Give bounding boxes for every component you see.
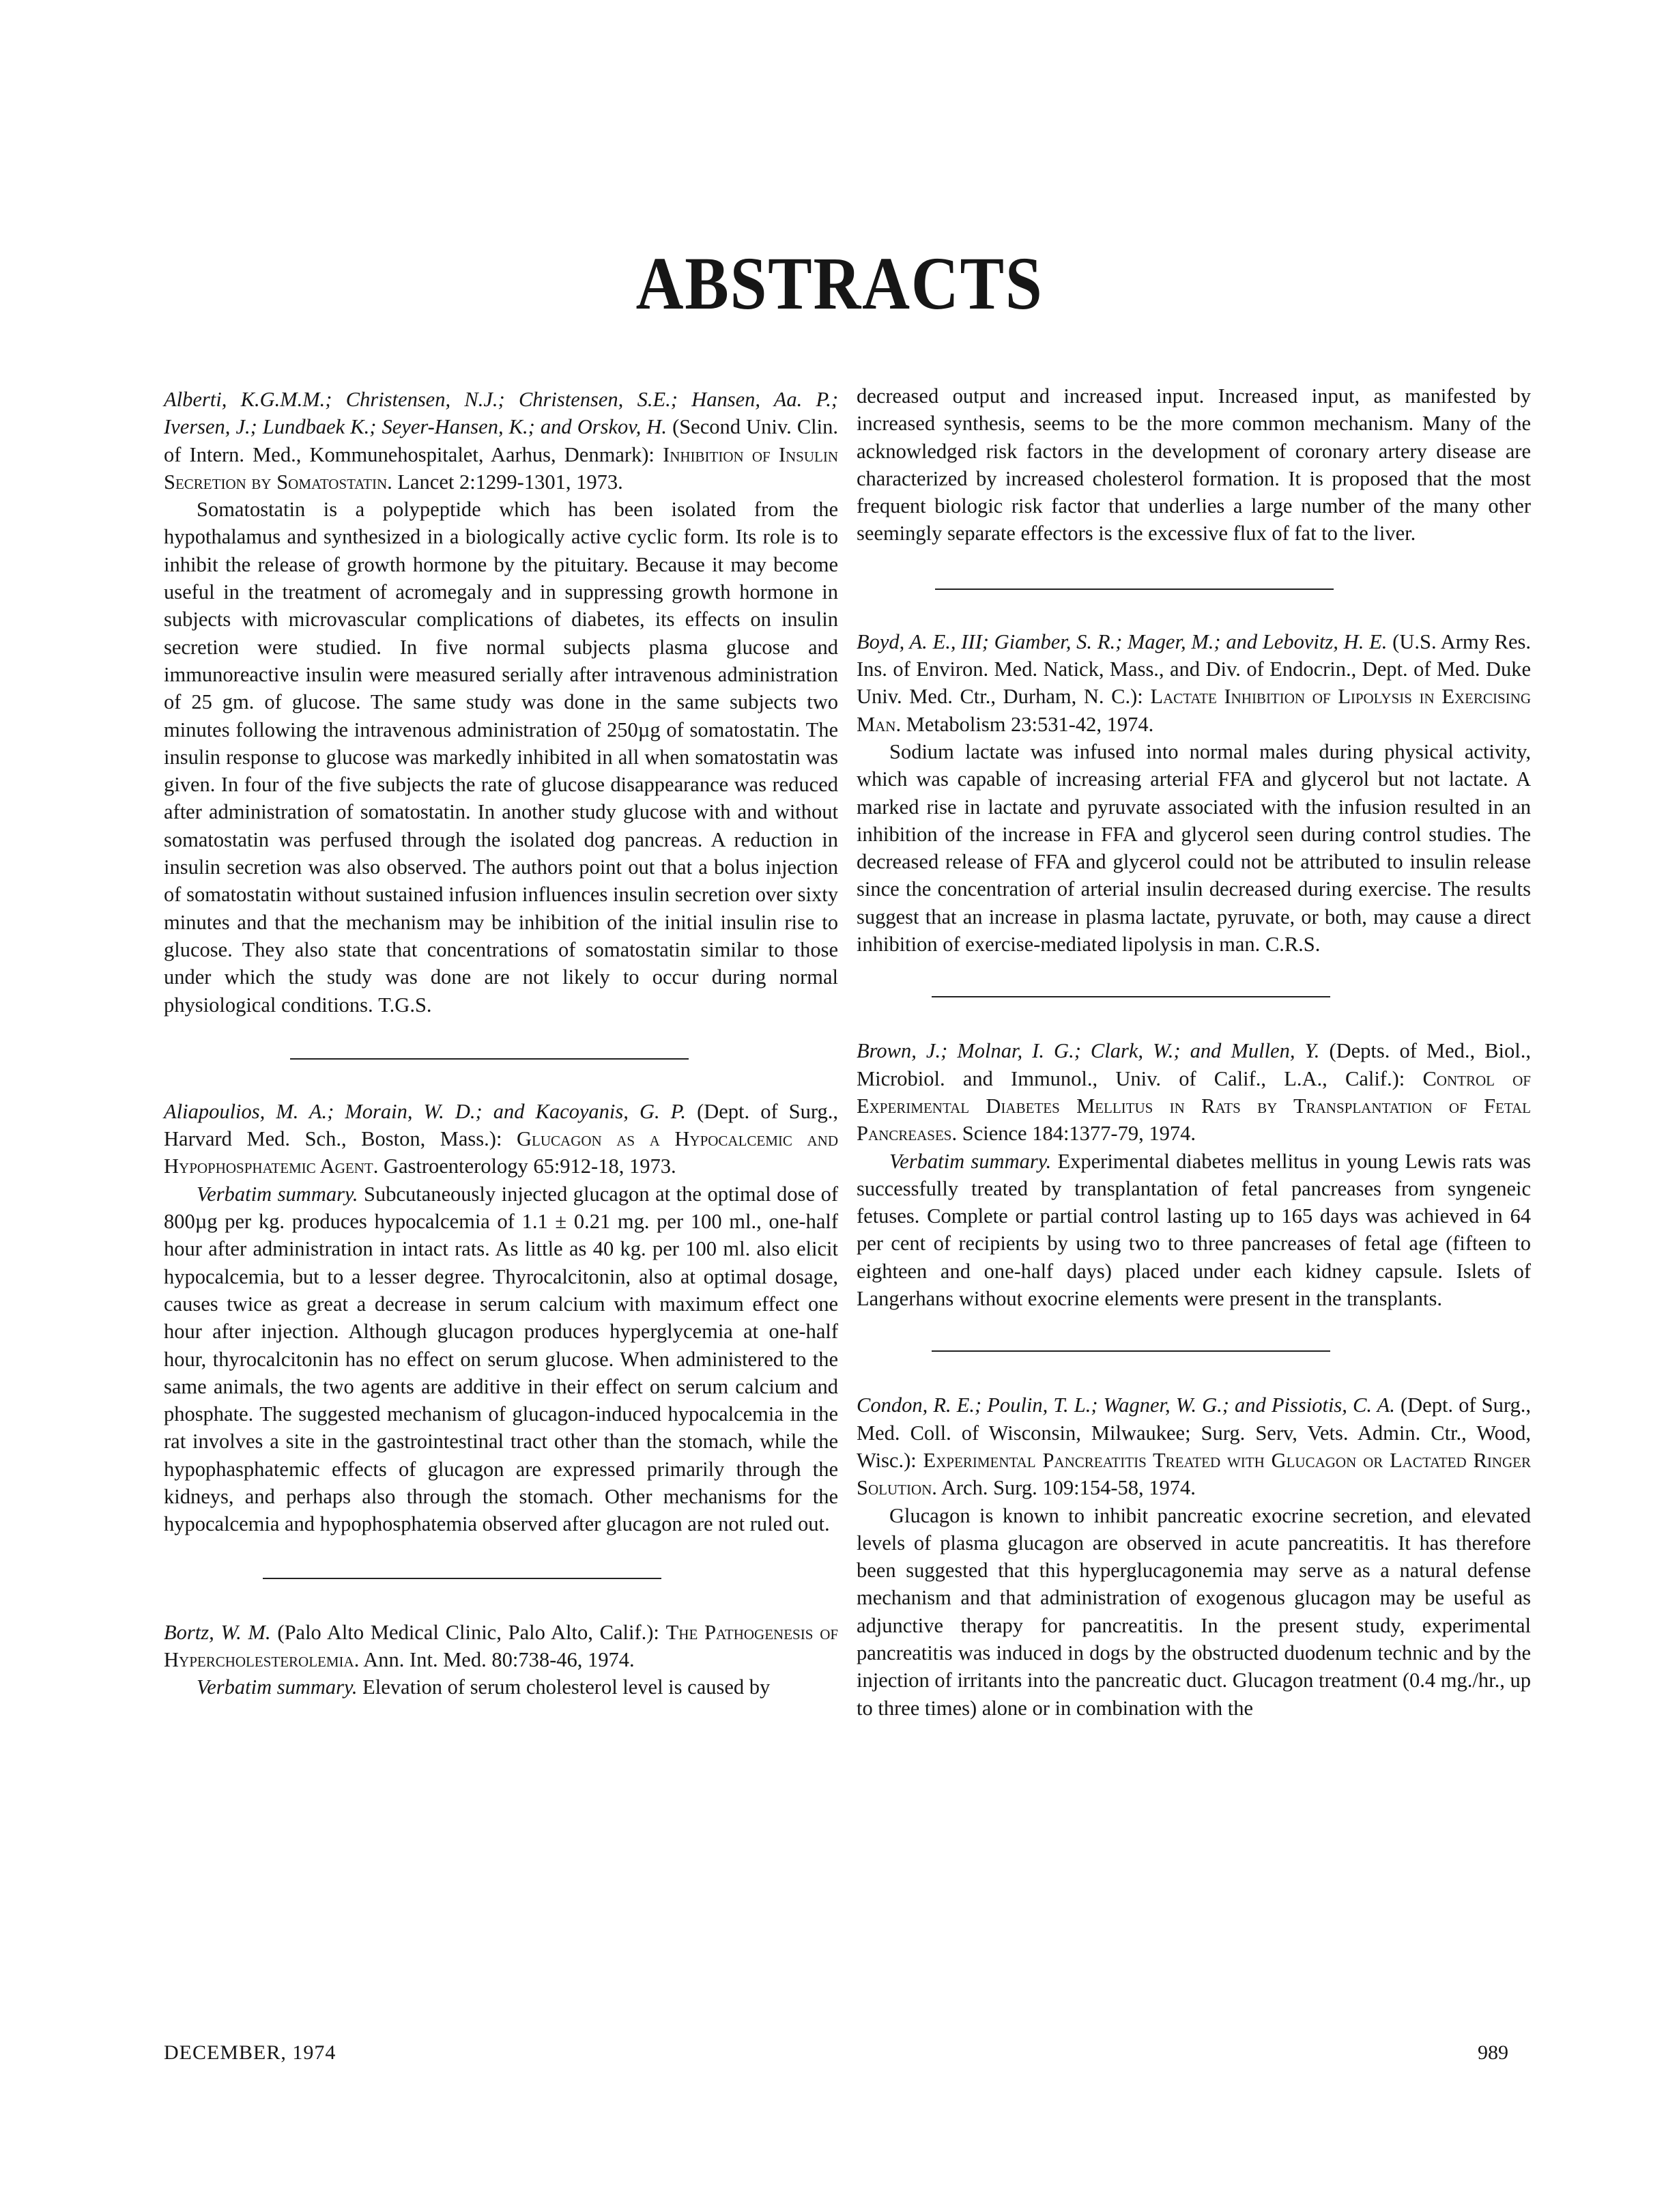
abstract-summary-label: Verbatim summary. bbox=[197, 1182, 358, 1206]
abstract-body bbox=[164, 496, 838, 1019]
abstract-body-text: Glucagon is known to inhibit pancreatic exocrine secretion, and elevated levels of plasma glucagon are observed in acute pancreatitis. It has therefore been suggested that this hyperglucagonemia may serve as a natural defense mechanism and that administration of exogenous glucagon may be useful as adjunctive therapy for pancreatitis. In the present study, experimental pancreatitis was induced in dogs by the obstructed duodenum technic and by the injection of irritants into the pancreatic duct. Glucagon treatment (0.4 mg./hr., up to three times) alone or in combination with the bbox=[857, 1503, 1531, 1720]
abstract-brown bbox=[857, 1037, 1531, 1312]
abstract-boyd bbox=[857, 628, 1531, 959]
abstract-alberti bbox=[164, 386, 838, 1019]
abstract-body bbox=[164, 1180, 838, 1538]
section-divider bbox=[857, 548, 1531, 628]
abstract-affiliation: (Dept. of Surg., Harvard Med. Sch., Boston, Mass.): bbox=[164, 1099, 838, 1151]
abstract-body bbox=[164, 1673, 838, 1701]
abstract-signature: T.G.S. bbox=[378, 993, 432, 1017]
abstract-citation: Gastroenterology 65:912-18, 1973. bbox=[383, 1154, 676, 1178]
abstract-title: Control of Experimental Diabetes Mellitus in Rats by Transplantation of Fetal Pancreases. bbox=[857, 1066, 1531, 1146]
abstract-title: The Pathogenesis of Hypercholesterolemia. bbox=[164, 1620, 839, 1671]
abstract-authors: Brown, J.; Molnar, I. G.; Clark, W.; and Mullen, Y. bbox=[857, 1039, 1320, 1063]
abstract-affiliation: (Depts. of Med., Biol., Microbiol. and Immunol., Univ. of Calif., L.A., Calif.): bbox=[857, 1039, 1531, 1090]
abstract-title: Lactate Inhibition of Lipolysis in Exercising Man. bbox=[857, 685, 1531, 736]
abstract-body-text: Subcutaneously injected glucagon at the optimal dose of 800µg per kg. produces hypocalcemia of 1.1 ± 0.21 mg. per 100 ml., one-half hour after administration in intact rats. As little as 40 kg. per 100 ml. also elicit hypocalcemia, but to a lesser degree. Thyrocalcitonin, also at optimal dosage, causes twice as great a decrease in serum calcium with maximum effect one hour after injection. Although glucagon produces hyperglycemia at one-half hour, thyrocalcitonin has no effect on serum glucose. When administered to the same animals, the two agents are additive in their effect on serum calcium and phosphate. The suggested mechanism of glucagon-induced hypocalcemia in the rat involves a site in the gastrointestinal tract other than the stomach, while the hypophasphatemic effects of glucagon are expressed primarily through the kidneys, and perhaps also through the stomach. Other mechanisms for the hypocalcemia and hypophosphatemia observed after glucagon are not ruled out. bbox=[164, 1182, 839, 1536]
abstract-body-text: decreased output and increased input. Increased input, as manifested by increased synthesis, seems to be the more common mechanism. Many of the acknowledged risk factors in the development of coronary artery disease are characterized by increased cholesterol formation. It is proposed that the most frequent biologic risk factor that underlies a large number of the many other seemingly separate effectors is the excessive flux of fat to the liver. bbox=[857, 384, 1531, 545]
section-divider bbox=[857, 1312, 1531, 1391]
abstract-body-continued bbox=[857, 382, 1531, 548]
abstract-authors: Aliapoulios, M. A.; Morain, W. D.; and Kacoyanis, G. P. bbox=[164, 1099, 687, 1123]
abstract-authors: Condon, R. E.; Poulin, T. L.; Wagner, W. G.; and Pissiotis, C. A. bbox=[857, 1393, 1395, 1417]
abstract-citation: Arch. Surg. 109:154-58, 1974. bbox=[941, 1476, 1196, 1500]
abstract-citation: Ann. Int. Med. 80:738-46, 1974. bbox=[363, 1647, 635, 1671]
abstract-body-text: Sodium lactate was infused into normal males during physical activity, which was capable of increasing arterial FFA and glycerol but not lactate. A marked rise in lactate and pyruvate associated with the infusion resulted in an inhibition of the increase in FFA and glycerol seen during control studies. The decreased release of FFA and glycerol could not be attributed to insulin release since the concentration of arterial insulin decreased during exercise. The results suggest that an increase in plasma lactate, pyruvate, or both, may cause a direct inhibition of exercise-mediated lipolysis in man. bbox=[857, 739, 1531, 956]
abstract-citation: Lancet 2:1299-1301, 1973. bbox=[397, 470, 623, 494]
abstract-affiliation: (U.S. Army Res. Ins. of Environ. Med. Natick, Mass., and Div. of Endocrin., Dept. of Med. Duke Univ. Med. Ctr., Durham, N. C.): bbox=[857, 629, 1532, 709]
abstract-summary-label: Verbatim summary. bbox=[889, 1149, 1052, 1173]
abstract-header bbox=[857, 628, 1531, 738]
abstract-body bbox=[857, 1148, 1531, 1313]
right-column bbox=[857, 382, 1531, 1722]
footer-date: DECEMBER, 1974 bbox=[164, 2041, 336, 2064]
abstract-summary-label: Verbatim summary. bbox=[197, 1675, 358, 1699]
abstract-header bbox=[857, 1037, 1531, 1147]
abstract-authors: Boyd, A. E., III; Giamber, S. R.; Mager, M.; and Lebovitz, H. E. bbox=[857, 629, 1388, 653]
abstract-header bbox=[164, 1098, 838, 1180]
section-divider bbox=[164, 1019, 838, 1098]
section-divider bbox=[164, 1538, 838, 1619]
abstract-title: Experimental Pancreatitis Treated with Glucagon or Lactated Ringer Solution. bbox=[857, 1448, 1531, 1500]
abstract-body bbox=[857, 1502, 1531, 1722]
section-divider bbox=[857, 958, 1531, 1037]
abstract-citation: Science 184:1377-79, 1974. bbox=[962, 1122, 1196, 1146]
abstract-header bbox=[164, 386, 838, 496]
abstract-body-text: Experimental diabetes mellitus in young Lewis rats was successfully treated by transplantation of fetal pancreases from syngeneic fetuses. Complete or partial control lasting up to 165 days was achieved in 64 per cent of recipients by using two to three pancreases of fetal age (fifteen to eighteen and one-half days) placed under each kidney capsule. Islets of Langerhans without exocrine elements were present in the transplants. bbox=[857, 1149, 1532, 1311]
abstract-affiliation: (Second Univ. Clin. of Intern. Med., Kommunehospitalet, Aarhus, Denmark): bbox=[164, 415, 839, 466]
abstract-body-text: Elevation of serum cholesterol level is caused by bbox=[362, 1675, 771, 1699]
abstract-title: Inhibition of Insulin Secretion by Somatostatin. bbox=[164, 442, 838, 494]
left-column bbox=[164, 386, 838, 1701]
abstract-authors: Alberti, K.G.M.M.; Christensen, N.J.; Christensen, S.E.; Hansen, Aa. P.; Iversen, J.; Lundbaek K.; Seyer-Hansen, K.; and Orskov, H. bbox=[164, 388, 838, 439]
abstract-header bbox=[857, 1391, 1531, 1501]
abstract-title: Glucagon as a Hypocalcemic and Hypophosphatemic Agent. bbox=[164, 1127, 838, 1178]
page-number: 989 bbox=[1478, 2041, 1508, 2064]
abstract-citation: Metabolism 23:531-42, 1974. bbox=[906, 712, 1154, 736]
abstract-affiliation: (Dept. of Surg., Med. Coll. of Wisconsin, Milwaukee; Surg. Serv, Vets. Admin. Ctr., Wood, Wisc.): bbox=[857, 1393, 1532, 1472]
abstract-signature: C.R.S. bbox=[1265, 933, 1321, 956]
abstract-header bbox=[164, 1619, 838, 1674]
abstract-condon bbox=[857, 1391, 1531, 1722]
abstract-body bbox=[857, 738, 1531, 958]
abstract-affiliation: (Palo Alto Medical Clinic, Palo Alto, Calif.): bbox=[277, 1620, 659, 1644]
page-title: ABSTRACTS bbox=[635, 242, 1044, 325]
abstract-aliapoulios bbox=[164, 1098, 838, 1538]
abstract-authors: Bortz, W. M. bbox=[164, 1620, 271, 1644]
abstract-bortz bbox=[164, 1619, 838, 1701]
abstract-body-text: Somatostatin is a polypeptide which has been isolated from the hypothalamus and synthesized in a biologically active cyclic form. Its role is to inhibit the release of growth hormone by the pituitary. Because it may become useful in the treatment of acromegaly and in suppressing growth hormone in subjects with microvascular complications of diabetes, its effects on insulin secretion were studied. In five normal subjects plasma glucose and immunoreactive insulin were measured serially after intravenous administration of 25 gm. of glucose. The same study was done in the same subjects two minutes following the intravenous administration of 250µg of somatostatin. The insulin response to glucose was markedly inhibited in all when somatostatin was given. In four of the five subjects the rate of glucose disappearance was reduced after administration of somatostatin. In another study glucose with and without somatostatin was perfused through the isolated dog pancreas. A reduction in insulin secretion was also observed. The authors point out that a bolus injection of somatostatin without sustained infusion influences insulin secretion over sixty minutes and that the mechanism may be inhibition of the initial insulin rise to glucose. They also state that concentrations of somatostatin similar to those under which the study was done are not likely to occur during normal physiological conditions. bbox=[164, 498, 838, 1017]
abstract-bortz-continued bbox=[857, 382, 1531, 548]
